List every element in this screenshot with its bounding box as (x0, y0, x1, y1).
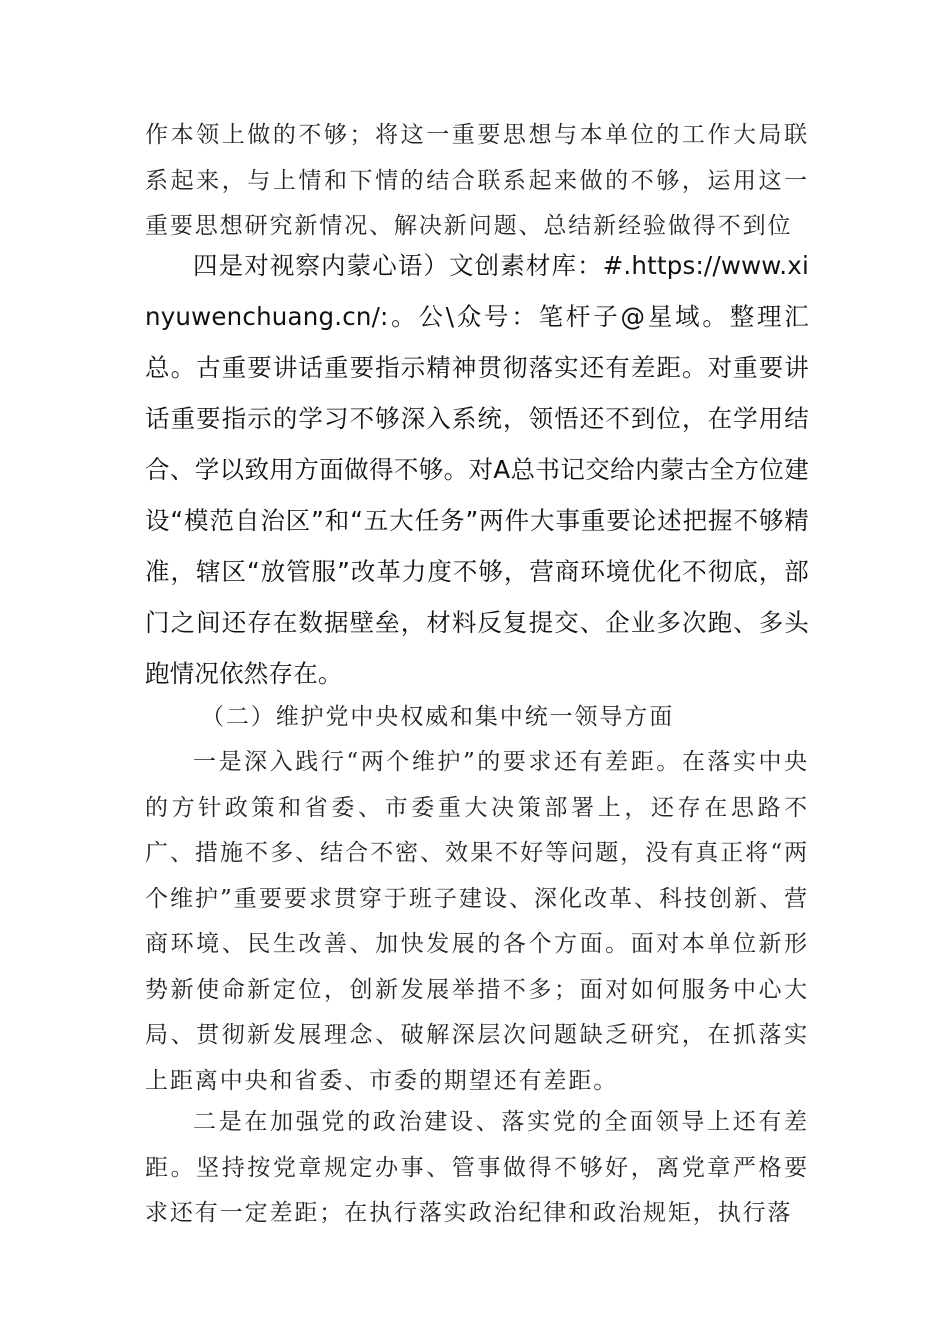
paragraph-1: 作本领上做的不够；将这一重要思想与本单位的工作大局联系起来，与上情和下情的结合联系起来做的不够，运用这一重要思想研究新情况、解决新问题、总结新经验做得不到位 (145, 122, 809, 239)
paragraph-2: 四是对视察内蒙心语）文创素材库：#.https://www.xinyuwenchuang.cn/:。公\众号：笔杆子@星域。整理汇总。古重要讲话重要指示精神贯彻落实还有差距。对重要讲话重要指示的学习不够深入系统，领悟还不到位，在学用结合、学以致用方面做得不够。对A总书记交给内蒙古全方位建设“模范自治区”和“五大任务”两件大事重要论述把握不够精准，辖区“放管服”改革力度不够，营商环境优化不彻底，部门之间还存在数据壁垒，材料反复提交、企业多次跑、多头跑情况依然存在。 (145, 251, 809, 688)
section-heading: （二）维护党中央权威和集中统一领导方面 (201, 704, 675, 730)
paragraph-4: 二是在加强党的政治建设、落实党的全面领导上还有差距。坚持按党章规定办事、管事做得不够好，离党章严格要求还有一定差距；在执行落实政治纪律和政治规矩，执行落 (145, 1109, 809, 1226)
paragraph-3: 一是深入践行“两个维护”的要求还有差距。在落实中央的方针政策和省委、市委重大决策部署上，还存在思路不广、措施不多、结合不密、效果不好等问题，没有真正将“两个维护”重要要求贯穿于班子建设、深化改革、科技创新、营商环境、民生改善、加快发展的各个方面。面对本单位新形势新使命新定位，创新发展举措不多；面对如何服务中心大局、贯彻新发展理念、破解深层次问题缺乏研究，在抓落实上距离中央和省委、市委的期望还有差距。 (145, 749, 809, 1094)
